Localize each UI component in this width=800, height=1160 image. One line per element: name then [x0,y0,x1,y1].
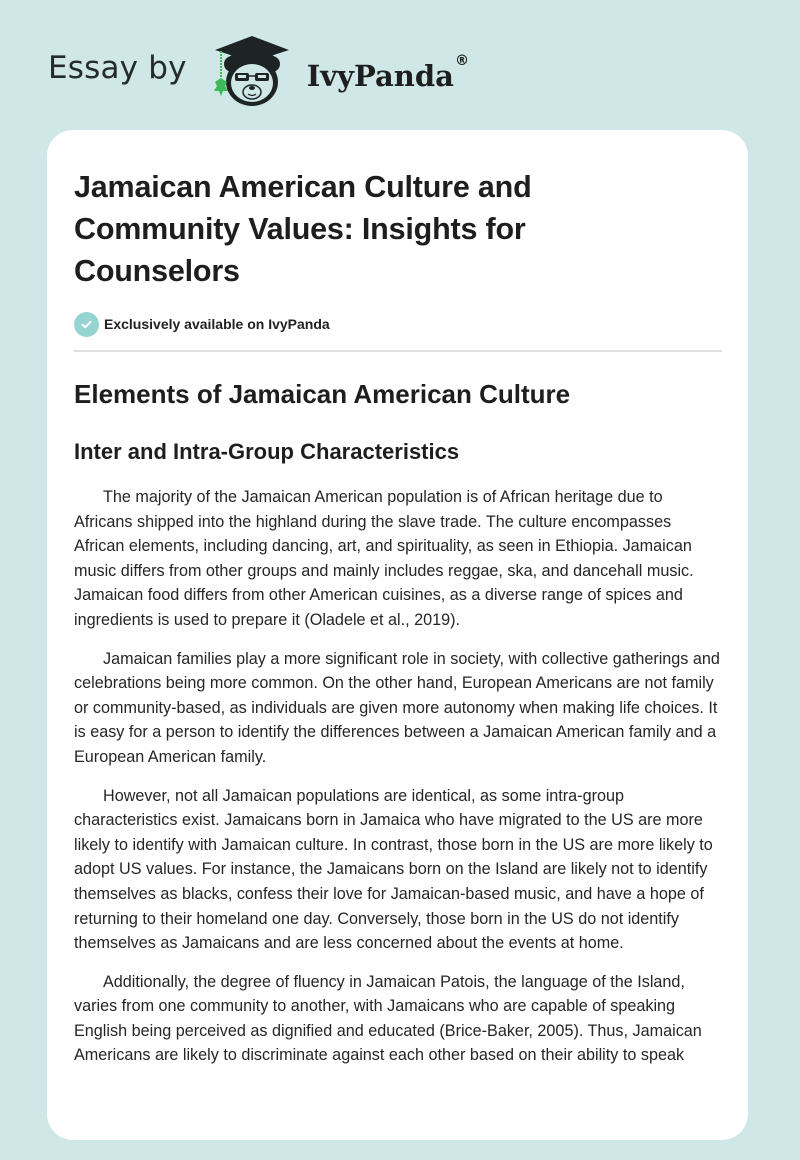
paragraph: Jamaican families play a more significant role in society, with collective gatherings and celebrations being more common. On the other hand, European Americans are not family or community-based, as individuals are given more autonomy when making life choices. It is easy for a person to identify the differences between a Jamaican American family and a European American family. [74,649,720,766]
paragraph: Additionally, the degree of fluency in Jamaican Patois, the language of the Island, varies from one community to another, with Jamaicans who are capable of speaking English being perceived as dignified and educated (Brice-Baker, 2005). Thus, Jamaican Americans are likely to discriminate against each other based on their ability to speak [74,972,702,1065]
essay-body [74,485,722,1068]
registered-mark: ® [454,53,469,69]
subsection-heading: Inter and Intra-Group Characteristics [74,439,460,464]
title-divider [74,350,722,352]
exclusive-badge [74,311,722,337]
paragraph: However, not all Jamaican populations are identical, as some intra-group characteristics exist. Jamaicans born in Jamaica who have migrated to the US are more likely to identify with Jamaican culture. In contrast, those born in the US are more likely to adopt US values. For instance, the Jamaicans born on the Island are likely not to identify themselves as blacks, confess their love for Jamaican-based music, and have a hope of returning to their homeland one day. Conversely, those born in the US do not identify themselves as Jamaicans and are less concerned about the events at home. [74,786,713,953]
brand-name: IvyPanda® [306,53,469,93]
site-header-brand[interactable] [48,34,469,110]
brand-prefix: Essay by [48,50,187,86]
check-circle-icon [74,312,99,337]
paragraph: The majority of the Jamaican American population is of African heritage due to Africans shipped into the highland during the slave trade. The culture encompasses African elements, including dancing, art, and spirituality, as seen in Ethiopia. Jamaican music differs from other groups and mainly includes reggae, ska, and dancehall music. Jamaican food differs from other American cuisines, as a diverse range of spices and ingredients is used to prepare it (Oladele et al., 2019). [74,488,694,629]
section-heading: Elements of Jamaican American Culture [74,379,571,409]
essay-card [47,130,748,1140]
essay-title: Jamaican American Culture and Community Values: Insights for Counselors [74,170,532,288]
exclusive-badge-text: Exclusively available on IvyPanda [104,316,330,332]
panda-logo-icon [205,34,299,110]
